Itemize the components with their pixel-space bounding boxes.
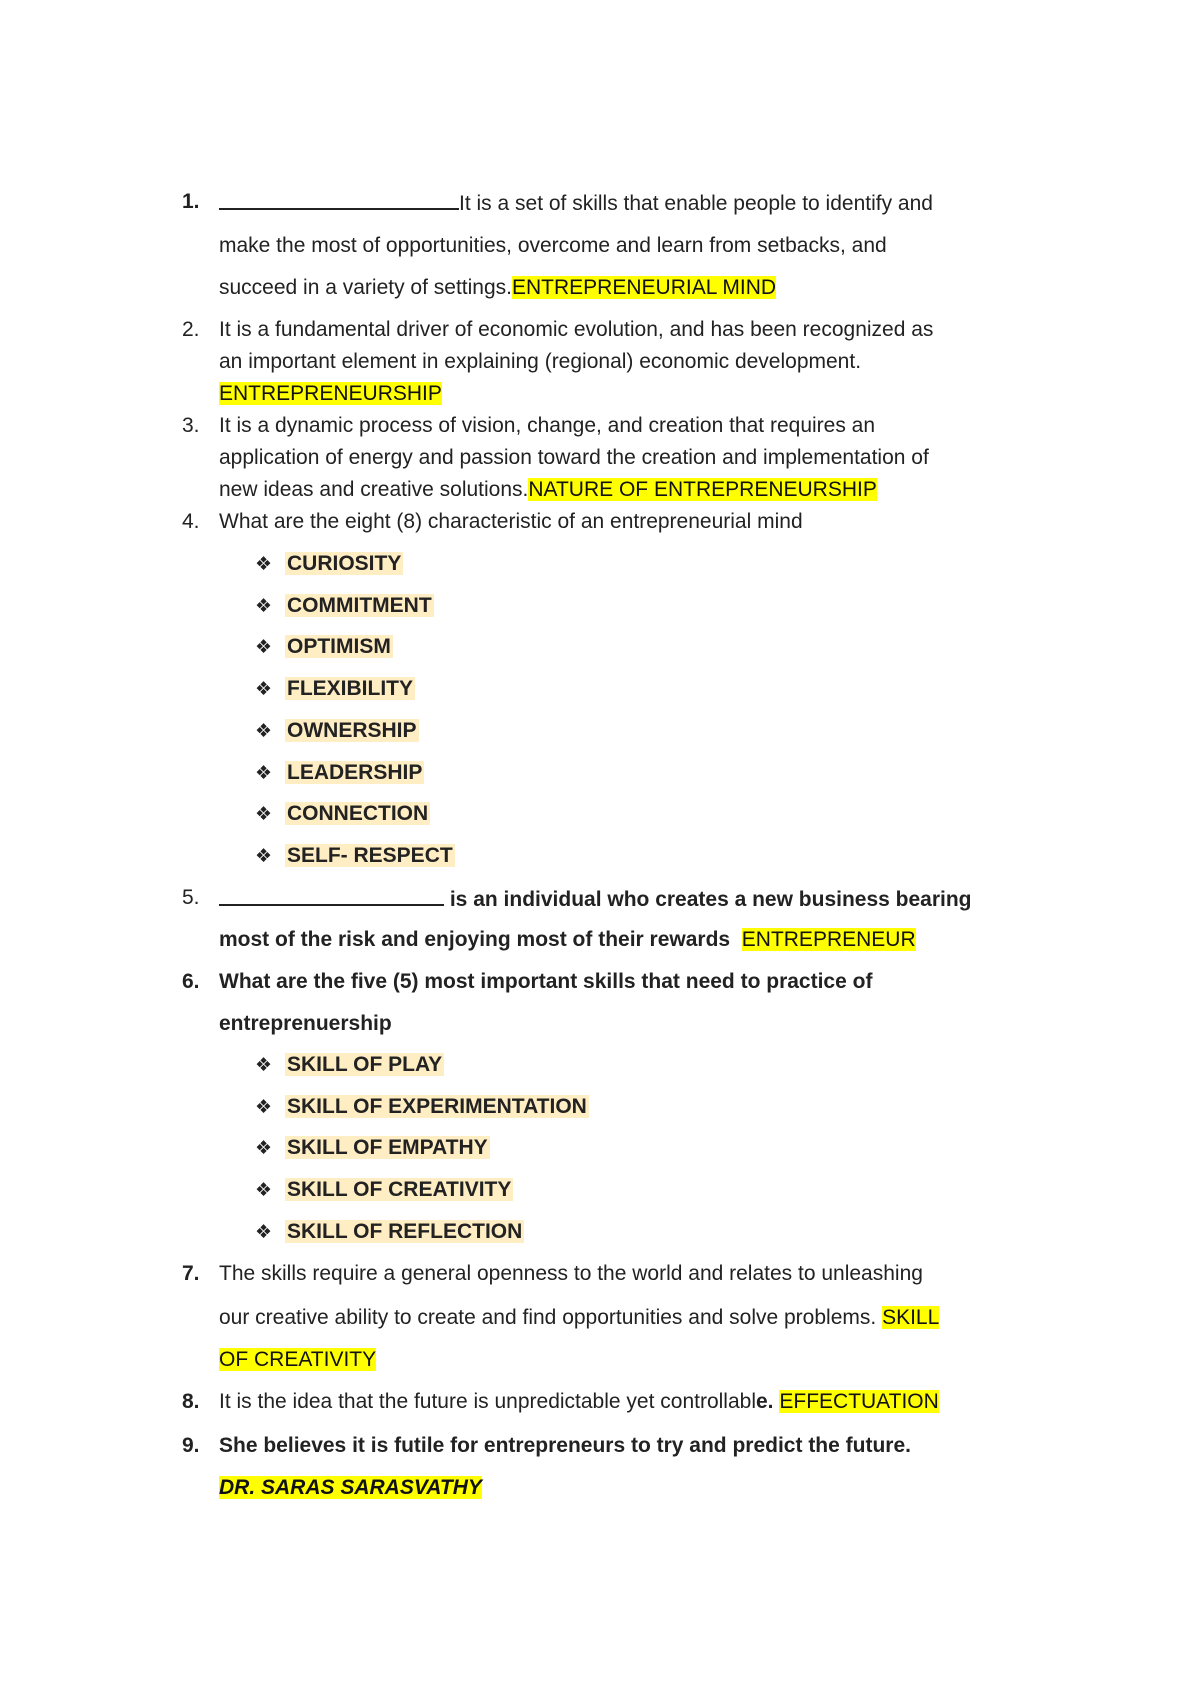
q4-item-label: SELF- RESPECT <box>287 844 453 867</box>
q6-item-label: SKILL OF EXPERIMENTATION <box>287 1095 587 1118</box>
list-item <box>255 592 434 621</box>
q6-item-label: SKILL OF EMPATHY <box>287 1136 488 1159</box>
diamond-bullet-icon: ❖ <box>255 721 273 742</box>
list-item <box>255 633 393 662</box>
q7-text-a: The skills require a general openness to the world and relates to unleashing <box>219 1262 923 1285</box>
q6-item-label: SKILL OF REFLECTION <box>287 1220 523 1243</box>
q9-line-2 <box>219 1474 482 1502</box>
q3-answer: NATURE OF ENTREPRENEURSHIP <box>528 478 877 501</box>
q3-text-a: It is a dynamic process of vision, change, and creation that requires an <box>219 414 876 437</box>
q5-line-1 <box>219 884 972 914</box>
q1-blank <box>219 188 459 210</box>
q7-answer-a: SKILL <box>882 1306 940 1329</box>
diamond-bullet-icon: ❖ <box>255 763 273 784</box>
q8-text-end: e. <box>756 1390 774 1413</box>
q1-number: 1. <box>182 190 200 213</box>
q4-item-label: OWNERSHIP <box>287 719 417 742</box>
diamond-bullet-icon: ❖ <box>255 596 273 617</box>
q5-line-2 <box>219 926 916 954</box>
diamond-bullet-icon: ❖ <box>255 1180 273 1201</box>
q1-line-3 <box>219 274 776 302</box>
q8-number: 8. <box>182 1390 200 1413</box>
q7-line-2 <box>219 1304 939 1332</box>
diamond-bullet-icon: ❖ <box>255 1055 273 1076</box>
q4-item-label: FLEXIBILITY <box>287 677 413 700</box>
list-item <box>255 675 415 704</box>
q9-answer: DR. SARAS SARASVATHY <box>219 1476 482 1499</box>
q7-number: 7. <box>182 1262 200 1285</box>
q2-answer: ENTREPRENEURSHIP <box>219 382 442 405</box>
list-item <box>255 759 424 788</box>
q4-item-label: OPTIMISM <box>287 635 391 658</box>
q1-text-a: It is a set of skills that enable people to identify and <box>459 192 933 215</box>
diamond-bullet-icon: ❖ <box>255 846 273 867</box>
q5-number: 5. <box>182 886 200 909</box>
q3-text-b: application of energy and passion toward the creation and implementation of <box>219 446 929 469</box>
q5-text-b: most of the risk and enjoying most of their rewards <box>219 928 731 951</box>
list-item <box>255 1093 589 1122</box>
list-item <box>255 1134 490 1163</box>
q3-line-3 <box>219 476 877 504</box>
q6-number: 6. <box>182 970 200 993</box>
diamond-bullet-icon: ❖ <box>255 1222 273 1243</box>
q2-number: 2. <box>182 318 200 341</box>
q8-answer: EFFECTUATION <box>779 1390 939 1413</box>
q2-text-a: It is a fundamental driver of economic evolution, and has been recognized as <box>219 318 934 341</box>
list-item <box>255 550 403 579</box>
q6-item-label: SKILL OF PLAY <box>287 1053 443 1076</box>
diamond-bullet-icon: ❖ <box>255 1097 273 1118</box>
list-item <box>255 1176 513 1205</box>
q9-number: 9. <box>182 1434 200 1457</box>
q4-item-label: CONNECTION <box>287 802 429 825</box>
q1-text-c: succeed in a variety of settings. <box>219 276 512 299</box>
diamond-bullet-icon: ❖ <box>255 554 273 575</box>
list-item <box>255 800 430 829</box>
q4-item-label: COMMITMENT <box>287 594 432 617</box>
q5-answer: ENTREPRENEUR <box>741 928 916 951</box>
q9-text: She believes it is futile for entrepreneurs to try and predict the future. <box>219 1434 911 1457</box>
q5-blank <box>219 884 444 906</box>
q7-text-b: our creative ability to create and find opportunities and solve problems. <box>219 1306 877 1329</box>
q3-text-c: new ideas and creative solutions. <box>219 478 529 501</box>
q5-text-a: is an individual who creates a new business bearing <box>449 888 972 911</box>
q1-answer: ENTREPRENEURIAL MIND <box>512 276 777 299</box>
q3-number: 3. <box>182 414 200 437</box>
diamond-bullet-icon: ❖ <box>255 637 273 658</box>
list-item <box>255 1218 524 1247</box>
list-item <box>255 717 419 746</box>
diamond-bullet-icon: ❖ <box>255 1138 273 1159</box>
list-item <box>255 1051 444 1080</box>
q4-number: 4. <box>182 510 200 533</box>
q8-text: It is the idea that the future is unpredictable yet controllabl <box>219 1390 756 1413</box>
q7-answer-b: OF CREATIVITY <box>219 1348 377 1371</box>
diamond-bullet-icon: ❖ <box>255 804 273 825</box>
q2-line-3 <box>219 380 442 408</box>
q4-item-label: CURIOSITY <box>287 552 402 575</box>
q1-text-b: make the most of opportunities, overcome and learn from setbacks, and <box>219 234 887 257</box>
q6-text-b: entreprenuership <box>219 1012 392 1035</box>
diamond-bullet-icon: ❖ <box>255 679 273 700</box>
q1-line-1 <box>219 188 933 218</box>
q6-text-a: What are the five (5) most important skills that need to practice of <box>219 970 873 993</box>
q4-text: What are the eight (8) characteristic of an entrepreneurial mind <box>219 510 803 533</box>
q8-line <box>219 1388 939 1416</box>
q7-line-3 <box>219 1346 376 1374</box>
q4-item-label: LEADERSHIP <box>287 761 423 784</box>
list-item <box>255 842 455 871</box>
q2-text-b: an important element in explaining (regional) economic development. <box>219 350 862 373</box>
q6-item-label: SKILL OF CREATIVITY <box>287 1178 512 1201</box>
